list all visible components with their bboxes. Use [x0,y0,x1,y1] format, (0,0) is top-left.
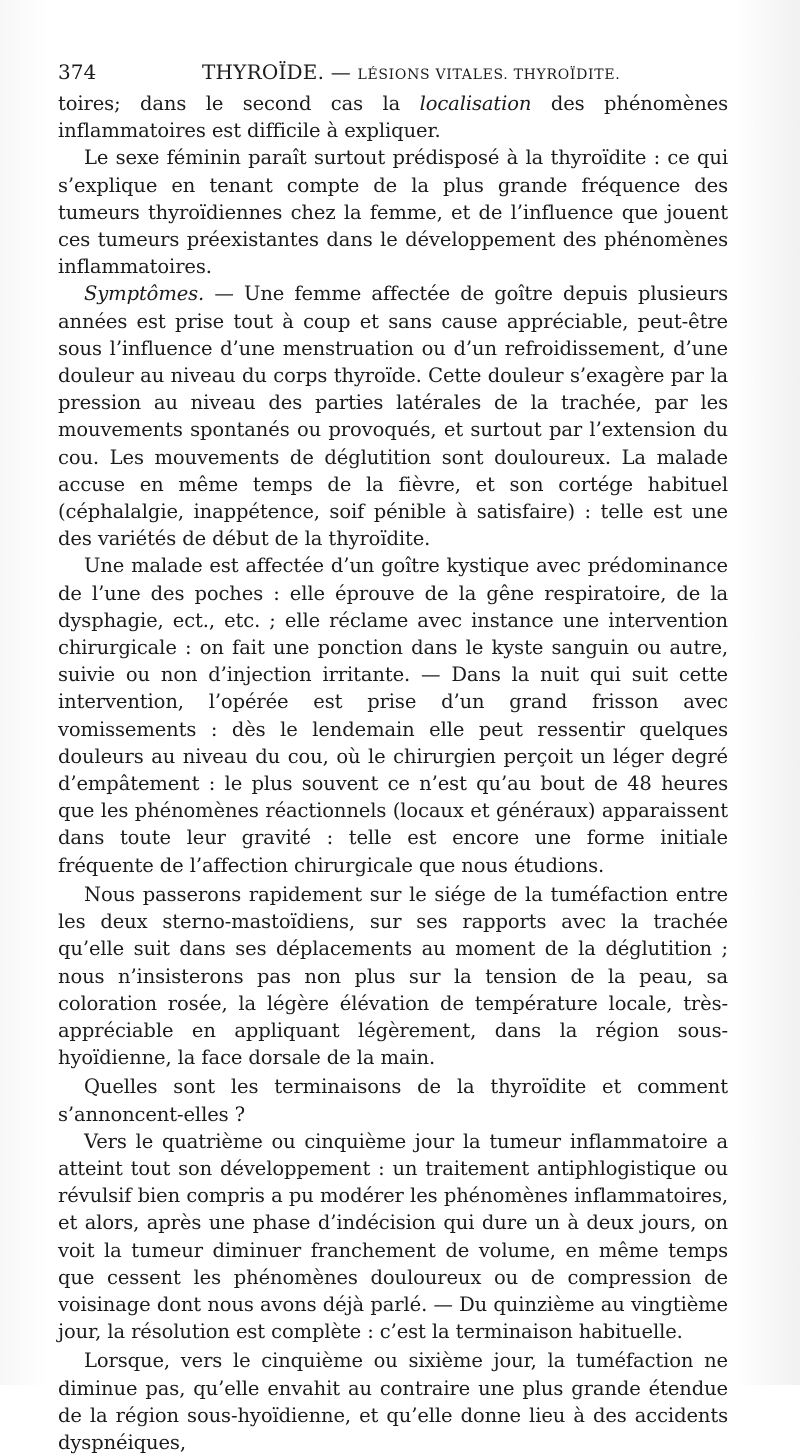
paragraph-lorsque: Lorsque, vers le cinquième ou sixième jour, la tuméfaction ne diminue pas, qu’elle envahit au contraire une plus grande étendue de la région sous-hyoïdienne, et qu’elle donne lieu à des accidents dyspnéiques, [58,1349,728,1454]
paragraph-goitre-kystique: Une malade est affectée d’un goître kystique avec prédominance de l’une des poches : elle éprouve de la gêne respiratoire, de la dysphagie, ect., etc. ; elle réclame avec instance une intervention chirurgicale : on fait une ponction dans le kyste sanguin ou autre, suivie ou non d’injection irritante. — Dans la nuit qui suit cette intervention, l’opérée est prise d’un grand frisson avec vomissements : dès le lendemain elle peut ressentir quelques douleurs au niveau du cou, où le chirurgien perçoit un léger degré d’empâtement : le plus souvent ce n’est qu’au bout de 48 heures que les phénomènes réactionnels (locaux et généraux) apparaissent dans toute leur gravité : telle est encore une forme initiale fréquente de l’affection chirurgicale que nous étudions. [58,554,728,877]
emphasis-localisation: localisation [419,92,532,115]
running-head-subtitle: LÉSIONS VITALES. THYROÏDITE. [357,67,621,83]
section-heading-symptomes: Symptômes. [84,282,205,306]
paragraph-siege: Nous passerons rapidement sur le siége de la tuméfaction entre les deux sterno-mastoïdiens, sur ses rapports avec la trachée qu’elle suit dans ses déplacements au moment de la déglutition ; nous n’insisterons pas non plus sur la tension de la peau, sa coloration rosée, la légère élévation de température locale, très-appréciable en appliquant légèrement, dans la région sous-hyoïdienne, la face dorsale de la main. [58,882,728,1070]
paragraph-symptomes: Symptômes. — Une femme affectée de goître depuis plusieurs années est prise tout à coup et sans cause appréciable, peut-être sous l’influence d’une menstruation ou d’un refroidissement, d’une douleur au niveau du corps thyroïde. Cette douleur s’exagère par la pression au niveau des parties latérales de la trachée, par les mouvements spontanés ou provoqués, et surtout par l’extension du cou. Les mouvements de déglutition sont douloureux. La malade accuse en même temps de la fièvre, et son cortége habituel (céphalalgie, inappétence, soif pénible à satisfaire) : telle est une des variétés de début de la thyroïdite. [58,282,728,551]
paragraph-question: Quelles sont les terminaisons de la thyroïdite et comment s’annoncent-elles ? [58,1075,728,1126]
page-number: 374 [58,60,97,84]
paragraph-terminaisons: Vers le quatrième ou cinquième jour la tumeur inflammatoire a atteint tout son développement : un traitement antiphlogistique ou révulsif bien compris a pu modérer les phénomènes inflammatoires, et alors, après une phase d’indécision qui dure un à deux jours, on voit la tumeur diminuer franchement de volume, en même temps que cessent les phénomènes douloureux ou de compression de voisinage dont nous avons déjà parlé. — Du quinzième au vingtième jour, la résolution est complète : c’est la terminaison habituelle. [58,1129,728,1344]
paragraph-sexe: Le sexe féminin paraît surtout prédisposé à la thyroïdite : ce qui s’explique en tenant compte de la plus grande fréquence des tumeurs thyroïdiennes chez la femme, et de l’influence que jouent ces tumeurs préexistantes dans le développement des phénomènes inflammatoires. [58,146,728,279]
paragraph-continuation: toires; dans le second cas la localisation des phénomènes inflammatoires est difficile à expliquer. [58,92,729,143]
running-head-title: THYROÏDE. — [202,60,358,84]
running-head [202,58,620,89]
page-header [58,58,748,86]
body-text [58,90,728,1456]
